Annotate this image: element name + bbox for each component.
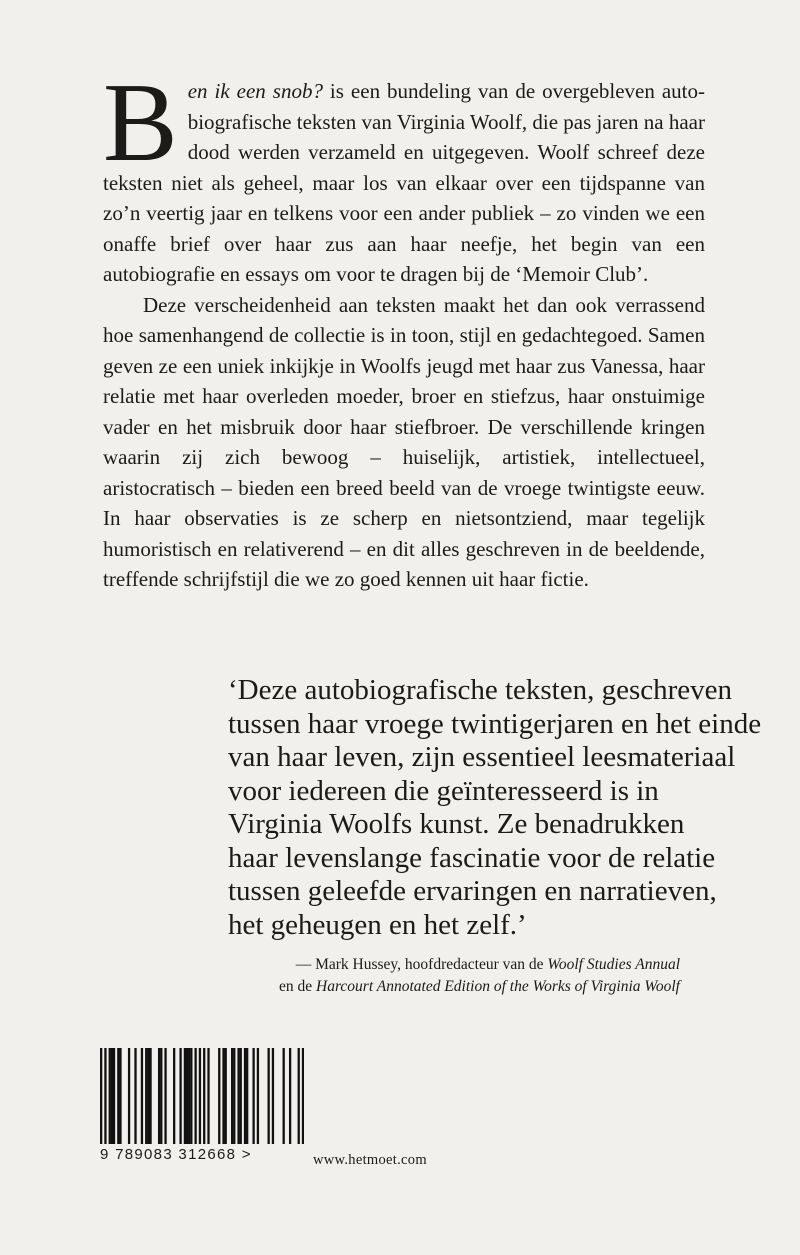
attribution-line-1 bbox=[210, 954, 680, 976]
attribution-line-2 bbox=[210, 976, 680, 998]
barcode-bar bbox=[186, 1048, 188, 1144]
review-quote bbox=[228, 674, 762, 942]
barcode-bar bbox=[222, 1048, 224, 1144]
barcode-bar bbox=[289, 1048, 291, 1144]
barcode-bar bbox=[128, 1048, 130, 1144]
barcode-bar bbox=[160, 1048, 162, 1144]
barcode-bar bbox=[145, 1048, 147, 1144]
quote-line: Virginia Woolfs kunst. Ze benadrukken bbox=[228, 808, 685, 840]
isbn-number: 9 789083 312668 > bbox=[100, 1146, 252, 1163]
barcode-bar bbox=[244, 1048, 246, 1144]
barcode-bar bbox=[203, 1048, 205, 1144]
barcode-bar bbox=[113, 1048, 115, 1144]
book-title-inline: en ik een snob? bbox=[187, 79, 323, 103]
publication-title: Woolf Studies Annual bbox=[547, 956, 680, 973]
drop-cap: B bbox=[103, 61, 178, 185]
barcode-bar bbox=[298, 1048, 300, 1144]
barcode-bar bbox=[207, 1048, 209, 1144]
barcode-bar bbox=[104, 1048, 106, 1144]
barcode-bar bbox=[184, 1048, 186, 1144]
quote-line: tussen geleefde ervaringen en narratieven, bbox=[228, 875, 717, 907]
quote-line: ‘Deze autobiografische teksten, geschreven bbox=[228, 674, 733, 706]
blurb-paragraph-1 bbox=[103, 61, 705, 290]
edition-title: Harcourt Annotated Edition of the Works of Virginia Woolf bbox=[316, 978, 680, 995]
barcode-bar bbox=[267, 1048, 269, 1144]
barcode-bar bbox=[134, 1048, 136, 1144]
barcode-bar bbox=[164, 1048, 166, 1144]
barcode-bar bbox=[111, 1048, 113, 1144]
barcode-bar bbox=[119, 1048, 121, 1144]
attribution-text: — Mark Hussey, hoofdredacteur van de bbox=[295, 956, 548, 973]
barcode-bar bbox=[240, 1048, 242, 1144]
blurb-paragraph-2: Deze verscheidenheid aan teksten maakt het dan ook verrassend hoe samenhangend de collectie is in toon, stijl en gedachtegoed. Samen geven ze een uniek inkijkje in Woolfs jeugd met haar zus Vanessa, haar relatie met haar overleden moeder, broer en stiefzus, haar onstuimige vader en het misbruik door haar stiefbroer. De verschillende kringen waarin zij zich bewoog – huiselijk, artistiek, intellectueel, aristocratisch – bieden een breed beeld van de vroege twintigste eeuw. In haar observaties is ze scherp en nietsontziend, maar tegelijk humoristisch en relativerend – en dit alles geschreven in de beeldende, treffende schrijfstijl die we zo goed kennen uit haar fictie. bbox=[103, 292, 705, 591]
barcode-bar bbox=[194, 1048, 196, 1144]
barcode-bar bbox=[149, 1048, 151, 1144]
barcode-bar bbox=[225, 1048, 227, 1144]
barcode-bar bbox=[141, 1048, 143, 1144]
isbn-barcode bbox=[100, 1048, 304, 1164]
barcode-bar bbox=[272, 1048, 274, 1144]
barcode-bar bbox=[252, 1048, 254, 1144]
barcode-bar bbox=[188, 1048, 190, 1144]
barcode-bar bbox=[109, 1048, 111, 1144]
barcode-bar bbox=[199, 1048, 201, 1144]
barcode-bar bbox=[302, 1048, 304, 1144]
barcode-bar bbox=[246, 1048, 248, 1144]
barcode-bars bbox=[100, 1048, 304, 1144]
quote-line: voor iedereen die geïnteresseerd is in bbox=[228, 774, 659, 807]
blurb-text bbox=[103, 61, 705, 595]
barcode-bar bbox=[158, 1048, 160, 1144]
barcode-bar bbox=[231, 1048, 233, 1144]
barcode-bar bbox=[147, 1048, 149, 1144]
barcode-bar bbox=[173, 1048, 175, 1144]
barcode-bar bbox=[218, 1048, 220, 1144]
quote-line: het geheugen en het zelf.’ bbox=[228, 908, 527, 941]
barcode-bar bbox=[233, 1048, 235, 1144]
barcode-bar bbox=[283, 1048, 285, 1144]
barcode-bar bbox=[237, 1048, 239, 1144]
barcode-bar bbox=[100, 1048, 102, 1144]
barcode-bar bbox=[190, 1048, 192, 1144]
barcode-bar bbox=[257, 1048, 259, 1144]
barcode-bar bbox=[179, 1048, 181, 1144]
paragraph-1-text: is een bundeling van de overgebleven autobiografische teksten van Virginia Woolf, die pas jaren na haar dood werden verzameld en uitgegeven. Woolf schreef deze teksten niet als geheel, maar los van elkaar over een tijdspanne van zo’n veertig jaar en telkens voor een ander publiek – zo vinden we een onaffe brief over haar zus aan haar neefje, het begin van een autobiografie en essays om voor te dragen bij de ‘Memoir Club’. bbox=[103, 79, 705, 286]
attribution-text: en de bbox=[279, 978, 317, 995]
quote-line: tussen haar vroege twintigerjaren en het einde bbox=[228, 707, 762, 740]
publisher-website: www.hetmoet.com bbox=[313, 1152, 427, 1168]
quote-attribution bbox=[210, 954, 680, 998]
quote-line: van haar leven, zijn essentieel leesmateriaal bbox=[228, 741, 736, 773]
quote-line: haar levenslange fascinatie voor de relatie bbox=[228, 841, 716, 874]
barcode-bar bbox=[117, 1048, 119, 1144]
